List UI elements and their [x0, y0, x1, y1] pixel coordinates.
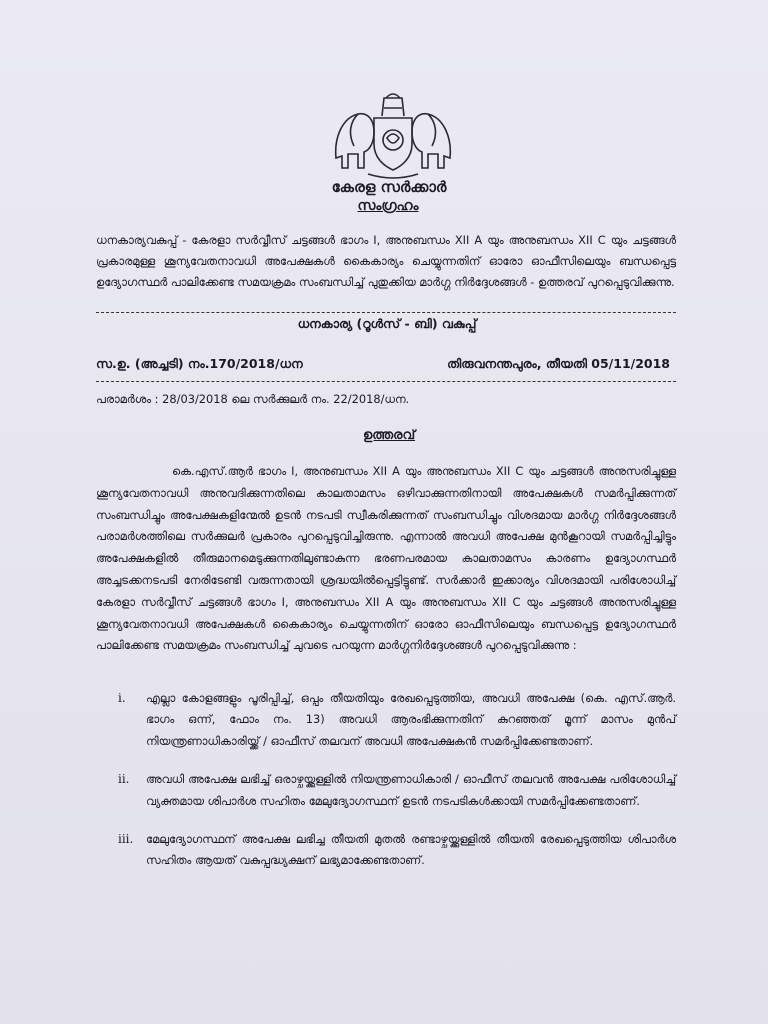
divider [96, 312, 676, 313]
divider [96, 381, 676, 382]
abstract-heading: സംഗ്രഹം [357, 198, 419, 214]
subject-paragraph: ധനകാര്യവകുപ്പ് - കേരളാ സർവ്വീസ് ചട്ടങ്ങൾ ഭാഗം I, അനുബന്ധം XII A യും അനുബന്ധം XII C യും ചട്ടങ്ങൾ പ്രകാരമുള്ള ശൂന്യവേതനാവധി അപേക്ഷകൾ കൈകാര്യം ചെയ്യുന്നതിന് ഓരോ ഓഫീസിലെയും ബന്ധപ്പെട്ട ഉദ്യോഗസ്ഥർ പാലിക്കേണ്ട സമയക്രമം സംബന്ധിച്ച് പുതുക്കിയ മാർഗ്ഗ നിർദ്ദേശങ്ങൾ - ഉത്തരവ് പുറപ്പെടുവിക്കുന്നു. [96, 233, 676, 289]
list-item-number: i. [118, 691, 126, 705]
list-item [96, 829, 676, 872]
list-item-text: അവധി അപേക്ഷ ലഭിച്ച് ഒരാഴ്ചയ്ക്കുള്ളിൽ നിയന്ത്രണാധികാരി / ഓഫീസ് തലവൻ അപേക്ഷ പരിശോധിച്ച് വ്യക്തമായ ശിപാർശ സഹിതം മേലുദ്യോഗസ്ഥന് ഉടൻ നടപടികൾക്കായി സമർപ്പിക്കേണ്ടതാണ്. [146, 772, 676, 808]
reference-line: പരാമർശം : 28/03/2018 ലെ സർക്കുലർ നം. 22/2018/ധന. [96, 392, 410, 406]
list-item-number: iii. [118, 832, 134, 847]
kerala-emblem-icon [328, 88, 458, 180]
order-title: ഉത്തരവ് [362, 428, 416, 443]
government-name: കേരള സർക്കാർ [331, 178, 447, 196]
order-body-paragraph: കെ.എസ്.ആർ ഭാഗം I, അനുബന്ധം XII A യും അനുബന്ധം XII C യും ചട്ടങ്ങൾ അനുസരിച്ചുള്ള ശൂന്യവേതനാവധി അനുവദിക്കുന്നതിലെ കാലതാമസം ഒഴിവാക്കുന്നതിനായി അപേക്ഷകൾ സമർപ്പിക്കുന്നത് സംബന്ധിച്ചും അപേക്ഷകളിന്മേൽ ഉടൻ നടപടി സ്വീകരിക്കുന്നത് സംബന്ധിച്ചും വിശദമായ മാർഗ്ഗ നിർദ്ദേശങ്ങൾ പരാമർശത്തിലെ സർക്കുലർ പ്രകാരം പുറപ്പെടുവിച്ചിരുന്നു. എന്നാൽ അവധി അപേക്ഷ മുൻകൂറായി സമർപ്പിച്ചിട്ടും അപേക്ഷകളിൽ തീരുമാനമെടുക്കുന്നതിലുണ്ടാകുന്ന ഭരണപരമായ കാലതാമസം കാരണം ഉദ്യോഗസ്ഥർ അച്ചടക്കനടപടി നേരിടേണ്ടി വരുന്നതായി ശ്രദ്ധയിൽപ്പെട്ടിട്ടുണ്ട്. സർക്കാർ ഇക്കാര്യം വിശദമായി പരിശോധിച്ച് കേരളാ സർവ്വീസ് ചട്ടങ്ങൾ ഭാഗം I, അനുബന്ധം XII A യും അനുബന്ധം XII C യും ചട്ടങ്ങൾ അനുസരിച്ചുള്ള ശൂന്യവേതനാവധി അപേക്ഷകൾ കൈകാര്യം ചെയ്യുന്നതിന് ഓരോ ഓഫീസിലെയും ബന്ധപ്പെട്ട ഉദ്യോഗസ്ഥർ പാലിക്കേണ്ട സമയക്രമം സംബന്ധിച്ച് ചുവടെ പറയുന്ന മാർഗ്ഗനിർദ്ദേശങ്ങൾ പുറപ്പെടുവിക്കുന്നു : [96, 464, 676, 653]
list-item-text: എല്ലാ കോളങ്ങളും പൂരിപ്പിച്ച്, ഒപ്പം തീയതിയും രേഖപ്പെടുത്തിയ, അവധി അപേക്ഷ (കെ. എസ്.ആർ. ഭാഗം ഒന്ന്, ഫോം നം. 13) അവധി ആരംഭിക്കുന്നതിന് കുറഞ്ഞത് മൂന്ന് മാസം മുൻപ് നിയന്ത്രണാധികാരിയ്ക്ക് / ഓഫീസ് തലവന് അവധി അപേക്ഷകൻ സമർപ്പിക്കേണ്ടതാണ്. [146, 691, 676, 748]
order-number: സ.ഉ. (അച്ചടി) നം.170/2018/ധന [96, 356, 303, 371]
instruction-list [96, 688, 676, 889]
list-item-text: മേലുദ്യോഗസ്ഥന് അപേക്ഷ ലഭിച്ച തീയതി മുതൽ രണ്ടാഴ്ചയ്ക്കുള്ളിൽ തീയതി രേഖപ്പെടുത്തിയ ശിപാർശ സഹിതം ആയത് വകുപ്പദ്ധ്യക്ഷന് ലഭ്യമാക്കേണ്ടതാണ്. [146, 832, 676, 868]
list-item [96, 688, 676, 752]
place-date: തിരുവനന്തപുരം, തീയതി 05/11/2018 [447, 356, 670, 371]
department-name: ധനകാര്യ (റൂൾസ് - ബി) വകുപ്പ് [297, 316, 477, 331]
list-item-number: ii. [118, 772, 130, 787]
list-item [96, 769, 676, 812]
